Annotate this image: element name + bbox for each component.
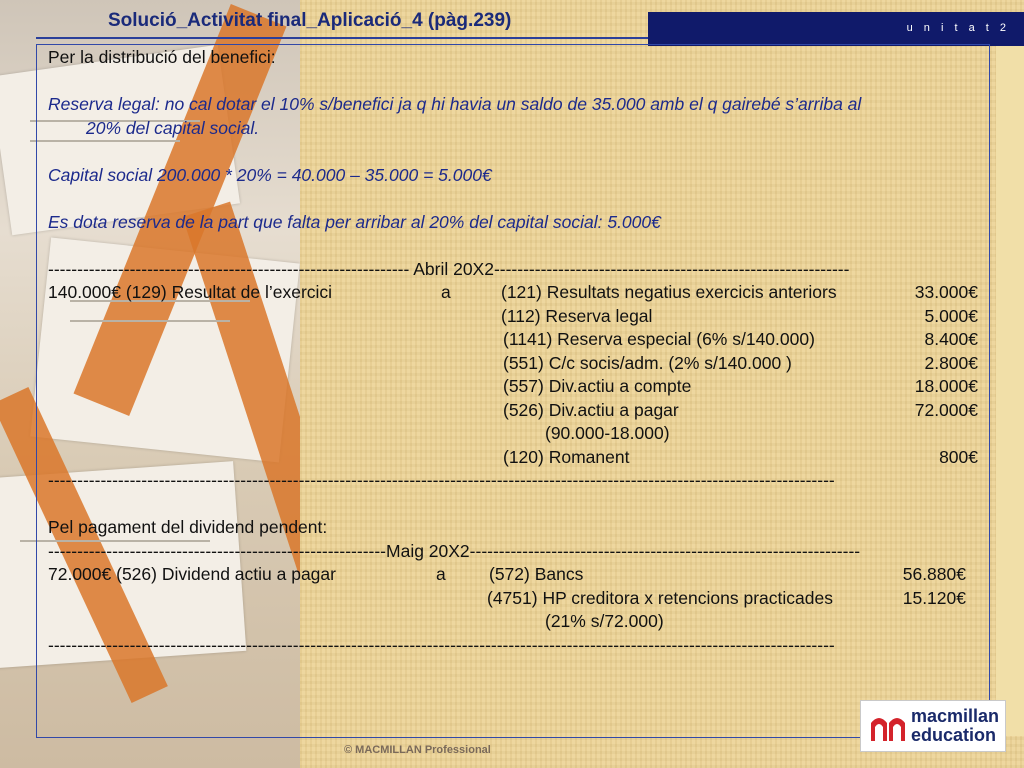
amount: 15.120€ [902, 587, 966, 608]
a-separator: a [436, 564, 446, 584]
credit-account: (557) Div.actiu a compte [503, 376, 692, 396]
credit-account: (572) Bancs [489, 564, 584, 584]
right-margin-strip [996, 46, 1024, 736]
logo-text [911, 707, 999, 745]
journal-entry-april [48, 281, 988, 469]
amount: 72.000€ [914, 399, 978, 420]
macmillan-logo-icon [869, 709, 907, 743]
credit-account: (551) C/c socis/adm. (2% s/140.000 ) [503, 352, 792, 373]
amount: 800€ [939, 446, 978, 467]
entry2-header: ----------------------------------------------------------Maig 20X2------------------------------------------------------------------- [48, 540, 861, 561]
header-bar [648, 12, 1024, 46]
credit-account: (121) Resultats negatius exercicis anteriors [501, 282, 837, 302]
amount: 33.000€ [914, 282, 978, 302]
journal-line [48, 563, 988, 587]
entry2-footer: --------------------------------------------------------------------------------------------------------------------------------------- [48, 634, 835, 655]
amount: 2.800€ [924, 352, 978, 373]
amount: 18.000€ [914, 376, 978, 396]
credit-account: (90.000-18.000) [545, 423, 670, 443]
payment-intro: Pel pagament del dividend pendent: [48, 517, 328, 537]
title-underline [36, 37, 648, 39]
journal-line [48, 587, 988, 611]
entry1-footer: --------------------------------------------------------------------------------------------------------------------------------------- [48, 470, 835, 490]
journal-line [48, 422, 988, 446]
journal-line [48, 305, 988, 329]
capital-calculation: Capital social 200.000 * 20% = 40.000 – 35.000 = 5.000€ [48, 164, 492, 185]
credit-account: (1141) Reserva especial (6% s/140.000) [503, 329, 815, 349]
logo-line1: macmillan [911, 706, 1000, 726]
macmillan-logo [860, 700, 1006, 752]
journal-line [48, 352, 988, 376]
solution-content [48, 46, 988, 657]
credit-account: (120) Romanent [503, 446, 630, 467]
logo-line2: education [911, 725, 997, 745]
unit-label: u n i t a t 2 [906, 22, 1010, 34]
journal-entry-may [48, 563, 988, 634]
credit-account: (112) Reserva legal [501, 305, 653, 326]
a-separator: a [441, 282, 451, 302]
reserve-result: Es dota reserva de la part que falta per arribar al 20% del capital social: 5.000€ [48, 211, 661, 232]
reserve-note-line2: 20% del capital social. [86, 117, 260, 138]
debit-account: 72.000€ (526) Dividend actiu a pagar [48, 564, 336, 584]
journal-line [48, 328, 988, 352]
intro-text: Per la distribució del benefici: [48, 47, 276, 67]
journal-line [48, 375, 988, 399]
amount: 56.880€ [902, 564, 966, 584]
journal-line [48, 399, 988, 423]
journal-line [48, 610, 988, 634]
entry1-header: -------------------------------------------------------------- Abril 20X2------------------------------------------------------------- [48, 258, 850, 279]
credit-account: (526) Div.actiu a pagar [503, 399, 679, 420]
credit-account: (21% s/72.000) [545, 611, 664, 631]
amount: 5.000€ [924, 305, 978, 326]
amount: 8.400€ [924, 329, 978, 349]
journal-line [48, 281, 988, 305]
debit-account: 140.000€ (129) Resultat de l’exercici [48, 282, 333, 302]
reserve-note-line1: Reserva legal: no cal dotar el 10% s/benefici ja q hi havia un saldo de 35.000 amb el q gairebé s’arriba al [48, 94, 862, 114]
credit-account: (4751) HP creditora x retencions practicades [487, 587, 833, 608]
journal-line [48, 446, 988, 470]
page-title: Solució_Activitat final_Aplicació_4 (pàg.239) [108, 10, 512, 31]
copyright-notice: © MACMILLAN Professional [344, 744, 491, 756]
